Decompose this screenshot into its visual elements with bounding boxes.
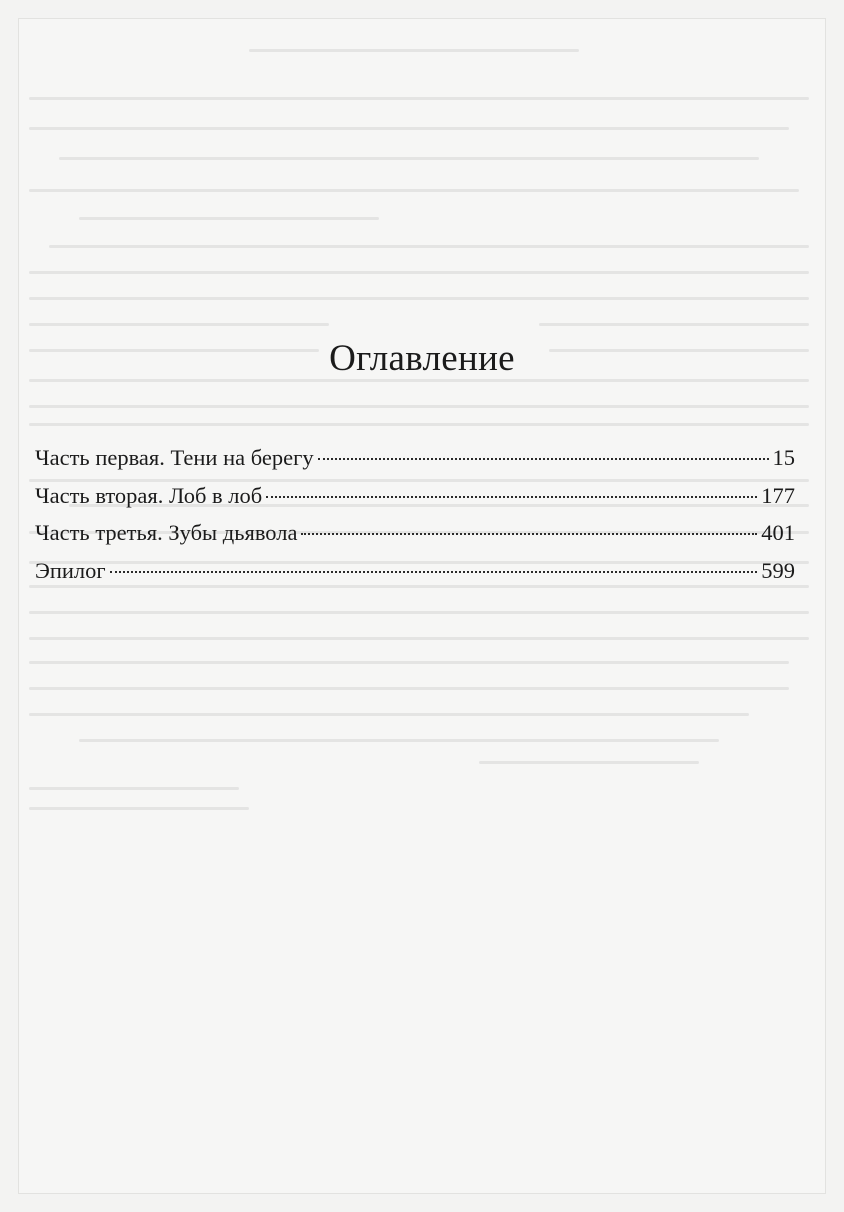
toc-entry-page-number: 177 [761,482,795,508]
bleed-through-texture [19,19,825,1193]
toc-entry-part-one[interactable] [35,445,795,483]
toc-entry-title: Часть третья. Зубы дьявола [35,520,298,545]
toc-entry-page-number: 401 [761,520,795,545]
toc-entry-page-number: 15 [772,445,795,470]
table-of-contents-heading: Оглавление [329,338,515,379]
dot-leader [318,458,769,460]
dot-leader [110,571,758,573]
toc-entry-part-two[interactable] [35,483,795,521]
table-of-contents-list [35,445,795,595]
book-page [18,18,826,1194]
toc-entry-epilogue[interactable] [35,558,795,596]
toc-entry-page-number: 599 [761,557,795,583]
toc-entry-title: Часть первая. Тени на берегу [35,445,314,470]
dot-leader [266,496,757,498]
toc-entry-title: Часть вторая. Лоб в лоб [35,482,263,508]
toc-entry-title: Эпилог [35,557,106,583]
toc-entry-part-three[interactable] [35,520,795,558]
dot-leader [301,533,757,535]
